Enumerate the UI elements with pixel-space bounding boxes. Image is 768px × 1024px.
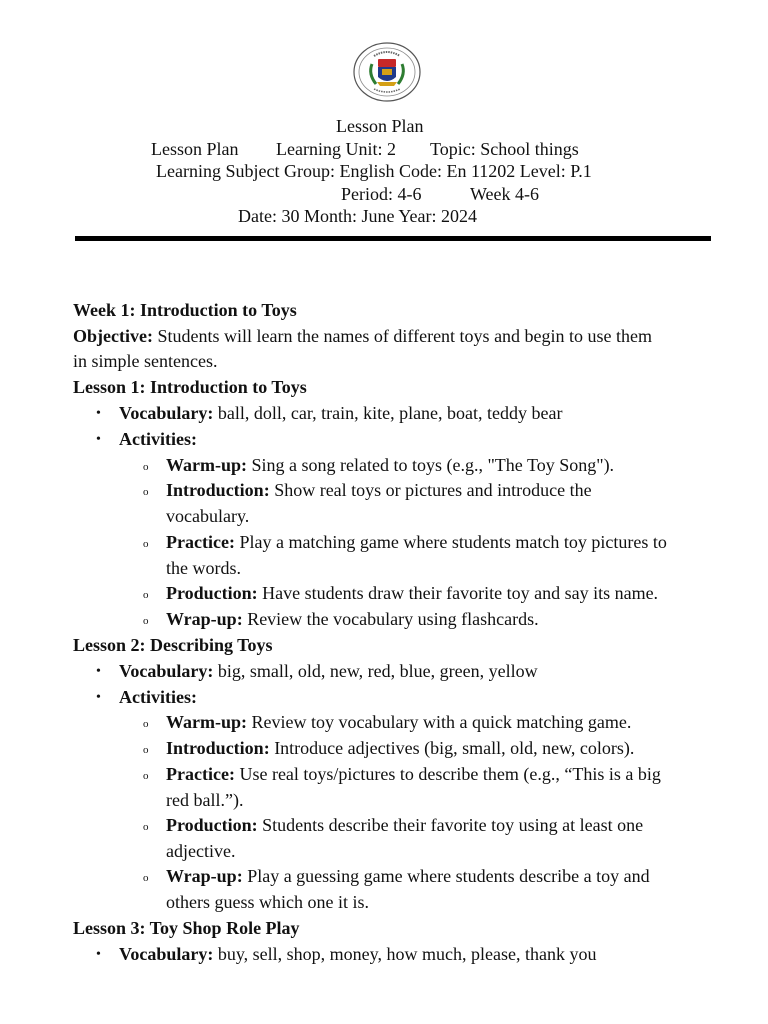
activity-label: Practice: <box>166 764 235 784</box>
activity-text: Have students draw their favorite toy and say its name. <box>257 583 659 603</box>
header-title: Lesson Plan <box>336 116 424 136</box>
activity-label: Wrap-up: <box>166 866 243 886</box>
header-date: Date: 30 Month: June Year: 2024 <box>238 206 477 226</box>
vocabulary-text: ball, doll, car, train, kite, plane, boat, teddy bear <box>213 403 563 423</box>
lesson-1-activities-label: Activities: <box>119 429 197 449</box>
vocabulary-label: Vocabulary: <box>119 403 214 423</box>
activity-label: Wrap-up: <box>166 609 243 629</box>
lesson-2-activity <box>166 812 643 838</box>
activity-text: Show real toys or pictures and introduce the <box>269 480 592 500</box>
activity-text: Play a guessing game where students describe a toy and <box>242 866 650 886</box>
header-week: Week 4-6 <box>470 184 540 204</box>
school-seal-logo <box>352 42 422 102</box>
lesson-2-activity <box>166 863 650 889</box>
activity-text: Review toy vocabulary with a quick matching game. <box>247 712 632 732</box>
activity-text: Sing a song related to toys (e.g., "The Toy Song"). <box>247 455 615 475</box>
activity-label: Practice: <box>166 532 235 552</box>
objective-text: Students will learn the names of different toys and begin to use them <box>152 326 653 346</box>
header-subject-group: Learning Subject Group: English Code: En 11202 Level: P.1 <box>156 161 592 181</box>
activity-continuation: the words. <box>166 558 241 578</box>
activity-continuation: others guess which one it is. <box>166 892 369 912</box>
objective-continuation: in simple sentences. <box>73 351 218 371</box>
lesson-1-activity <box>166 477 592 503</box>
vocabulary-label: Vocabulary: <box>119 661 214 681</box>
vocabulary-label: Vocabulary: <box>119 944 214 964</box>
bullet-circle: o <box>143 872 149 884</box>
vocabulary-text: big, small, old, new, red, blue, green, yellow <box>213 661 538 681</box>
objective-label: Objective: <box>73 326 153 346</box>
bullet-dot: • <box>96 432 101 447</box>
activity-text: Play a matching game where students match toy pictures to <box>234 532 667 552</box>
header-divider <box>75 236 711 241</box>
activity-text: Review the vocabulary using flashcards. <box>242 609 539 629</box>
activity-label: Warm-up: <box>166 455 247 475</box>
activity-label: Production: <box>166 815 258 835</box>
lesson-2-activity <box>166 761 661 787</box>
lesson-2-activities-label: Activities: <box>119 687 197 707</box>
activity-label: Production: <box>166 583 258 603</box>
header-period: Period: 4-6 <box>341 184 422 204</box>
bullet-dot: • <box>96 690 101 705</box>
bullet-circle: o <box>143 589 149 601</box>
lesson-1-heading: Lesson 1: Introduction to Toys <box>73 377 307 397</box>
lesson-3-vocabulary <box>119 941 596 967</box>
lesson-2-activity <box>166 709 631 735</box>
activity-text: Students describe their favorite toy using at least one <box>257 815 644 835</box>
activity-label: Introduction: <box>166 480 270 500</box>
bullet-circle: o <box>143 538 149 550</box>
lesson-1-activity <box>166 580 658 606</box>
activity-continuation: adjective. <box>166 841 236 861</box>
bullet-circle: o <box>143 615 149 627</box>
activity-continuation: vocabulary. <box>166 506 250 526</box>
lesson-2-vocabulary <box>119 658 538 684</box>
objective-line <box>73 323 652 349</box>
lesson-1-vocabulary <box>119 400 563 426</box>
bullet-circle: o <box>143 821 149 833</box>
activity-label: Introduction: <box>166 738 270 758</box>
lesson-1-activity <box>166 452 614 478</box>
lesson-2-activity <box>166 735 634 761</box>
activity-text: Use real toys/pictures to describe them (e.g., “This is a big <box>234 764 661 784</box>
lesson-3-heading: Lesson 3: Toy Shop Role Play <box>73 918 300 938</box>
bullet-dot: • <box>96 947 101 962</box>
lesson-1-activity <box>166 606 539 632</box>
lesson-1-activity <box>166 529 667 555</box>
bullet-circle: o <box>143 461 149 473</box>
bullet-dot: • <box>96 664 101 679</box>
week-heading: Week 1: Introduction to Toys <box>73 300 297 320</box>
activity-continuation: red ball.”). <box>166 790 244 810</box>
lesson-2-heading: Lesson 2: Describing Toys <box>73 635 273 655</box>
bullet-circle: o <box>143 718 149 730</box>
header-topic: Topic: School things <box>430 139 579 159</box>
header-lesson-plan: Lesson Plan <box>151 139 239 159</box>
bullet-circle: o <box>143 744 149 756</box>
activity-label: Warm-up: <box>166 712 247 732</box>
bullet-dot: • <box>96 406 101 421</box>
header-learning-unit: Learning Unit: 2 <box>276 139 396 159</box>
bullet-circle: o <box>143 486 149 498</box>
bullet-circle: o <box>143 770 149 782</box>
activity-text: Introduce adjectives (big, small, old, new, colors). <box>269 738 635 758</box>
vocabulary-text: buy, sell, shop, money, how much, please, thank you <box>213 944 597 964</box>
